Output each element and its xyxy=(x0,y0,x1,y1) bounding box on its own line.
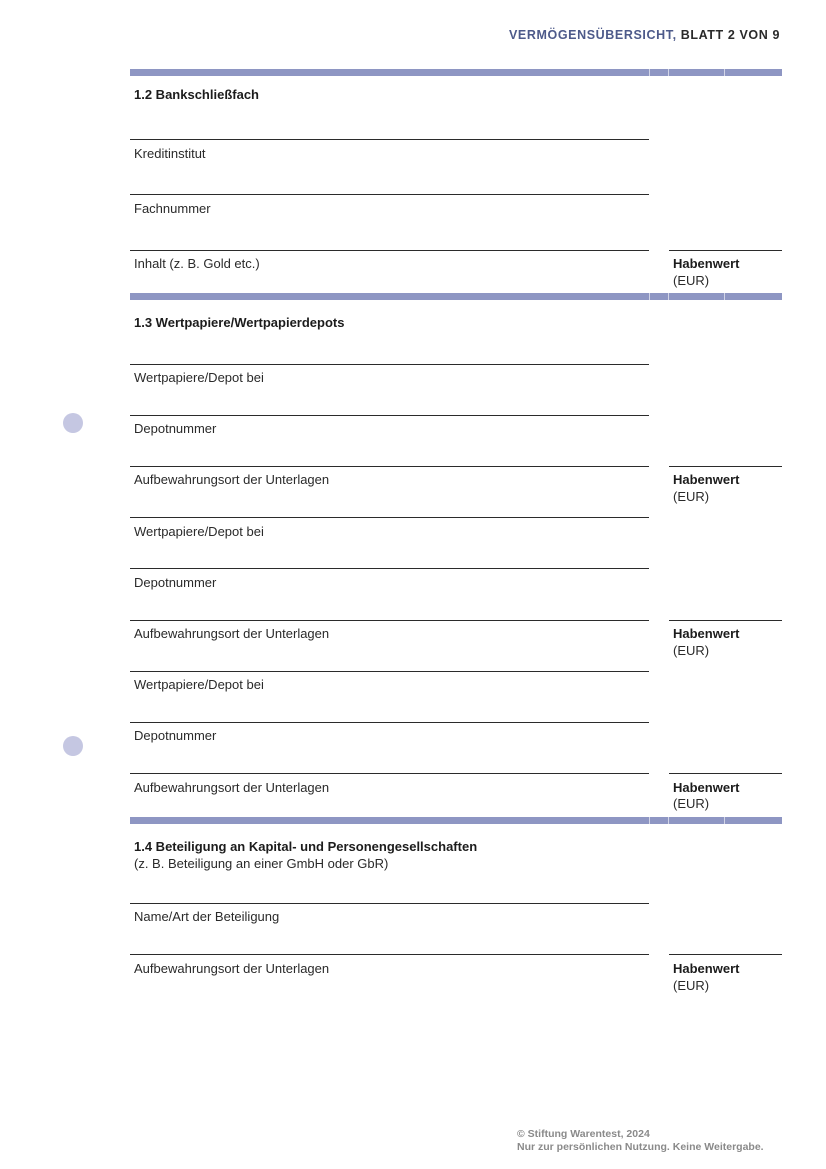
input-depot-bei[interactable] xyxy=(130,378,649,416)
section-divider-bar xyxy=(130,293,782,300)
field-rule xyxy=(130,671,649,672)
label-aufbewahrungsort: Aufbewahrungsort der Unterlagen xyxy=(134,780,330,795)
field-rule xyxy=(130,415,649,416)
input-habenwert-inhalt[interactable] xyxy=(669,256,782,278)
label-name-art: Name/Art der Beteiligung xyxy=(134,909,280,924)
input-aufbewahrungsort[interactable] xyxy=(130,480,649,516)
page-footer xyxy=(517,1128,764,1154)
punch-hole-bottom xyxy=(63,736,83,756)
label-aufbewahrungsort: Aufbewahrungsort der Unterlagen xyxy=(134,472,330,487)
value-unit: (EUR) xyxy=(673,273,710,288)
field-rule xyxy=(130,194,649,195)
input-depotnummer[interactable] xyxy=(130,583,649,621)
field-rule xyxy=(130,954,649,955)
label-depot-bei: Wertpapiere/Depot bei xyxy=(134,524,264,539)
value-rule xyxy=(669,466,782,467)
value-head: Habenwert xyxy=(673,626,740,641)
value-unit: (EUR) xyxy=(673,796,710,811)
section-title-bankschliessfach: 1.2 Bankschließfach xyxy=(134,87,259,102)
input-name-art[interactable] xyxy=(130,917,649,955)
header-title: VERMÖGENSÜBERSICHT, xyxy=(509,28,677,42)
field-rule xyxy=(130,722,649,723)
punch-hole-top xyxy=(63,413,83,433)
label-kreditinstitut: Kreditinstitut xyxy=(134,146,206,161)
section-divider-bar xyxy=(130,69,782,76)
input-habenwert-depot-2[interactable] xyxy=(669,626,782,648)
value-rule xyxy=(669,250,782,251)
input-habenwert-beteiligung[interactable] xyxy=(669,961,782,983)
label-depotnummer: Depotnummer xyxy=(134,728,217,743)
input-depot-bei[interactable] xyxy=(130,532,649,570)
label-depot-bei: Wertpapiere/Depot bei xyxy=(134,677,264,692)
input-aufbewahrungsort[interactable] xyxy=(130,788,649,816)
field-rule xyxy=(130,364,649,365)
page-header xyxy=(509,28,780,42)
field-rule xyxy=(130,250,649,251)
value-head: Habenwert xyxy=(673,961,740,976)
field-rule xyxy=(130,466,649,467)
field-rule xyxy=(130,903,649,904)
field-rule xyxy=(130,139,649,140)
value-rule xyxy=(669,954,782,955)
field-rule xyxy=(130,517,649,518)
input-fachnummer[interactable] xyxy=(130,210,649,248)
section-title-wertpapiere: 1.3 Wertpapiere/Wertpapierdepots xyxy=(134,315,345,330)
value-unit: (EUR) xyxy=(673,643,710,658)
input-habenwert-depot-3[interactable] xyxy=(669,780,782,802)
field-rule xyxy=(130,568,649,569)
value-rule xyxy=(669,773,782,774)
label-fachnummer: Fachnummer xyxy=(134,201,211,216)
input-depot-bei[interactable] xyxy=(130,685,649,723)
input-kreditinstitut[interactable] xyxy=(130,155,649,193)
input-depotnummer[interactable] xyxy=(130,736,649,774)
field-rule xyxy=(130,773,649,774)
input-aufbewahrungsort[interactable] xyxy=(130,634,649,670)
label-depot-bei: Wertpapiere/Depot bei xyxy=(134,370,264,385)
value-unit: (EUR) xyxy=(673,978,710,993)
field-rule xyxy=(130,620,649,621)
value-head: Habenwert xyxy=(673,472,740,487)
header-page: BLATT 2 VON 9 xyxy=(680,28,780,42)
section-subtitle-beteiligung: (z. B. Beteiligung an einer GmbH oder GbR) xyxy=(134,856,389,871)
label-aufbewahrungsort: Aufbewahrungsort der Unterlagen xyxy=(134,961,330,976)
value-head: Habenwert xyxy=(673,256,740,271)
value-head: Habenwert xyxy=(673,780,740,795)
value-rule xyxy=(669,620,782,621)
label-inhalt: Inhalt (z. B. Gold etc.) xyxy=(134,256,260,271)
input-depotnummer[interactable] xyxy=(130,429,649,467)
footer-copyright: © Stiftung Warentest, 2024 xyxy=(517,1128,650,1140)
input-inhalt[interactable] xyxy=(130,266,649,292)
label-depotnummer: Depotnummer xyxy=(134,575,217,590)
section-title-beteiligung: 1.4 Beteiligung an Kapital- und Personengesellschaften xyxy=(134,839,478,854)
input-aufbewahrungsort[interactable] xyxy=(130,969,649,1007)
input-habenwert-depot-1[interactable] xyxy=(669,472,782,494)
label-depotnummer: Depotnummer xyxy=(134,421,217,436)
footer-notice: Nur zur persönlichen Nutzung. Keine Weitergabe. xyxy=(517,1141,764,1153)
label-aufbewahrungsort: Aufbewahrungsort der Unterlagen xyxy=(134,626,330,641)
value-unit: (EUR) xyxy=(673,489,710,504)
section-divider-bar xyxy=(130,817,782,824)
